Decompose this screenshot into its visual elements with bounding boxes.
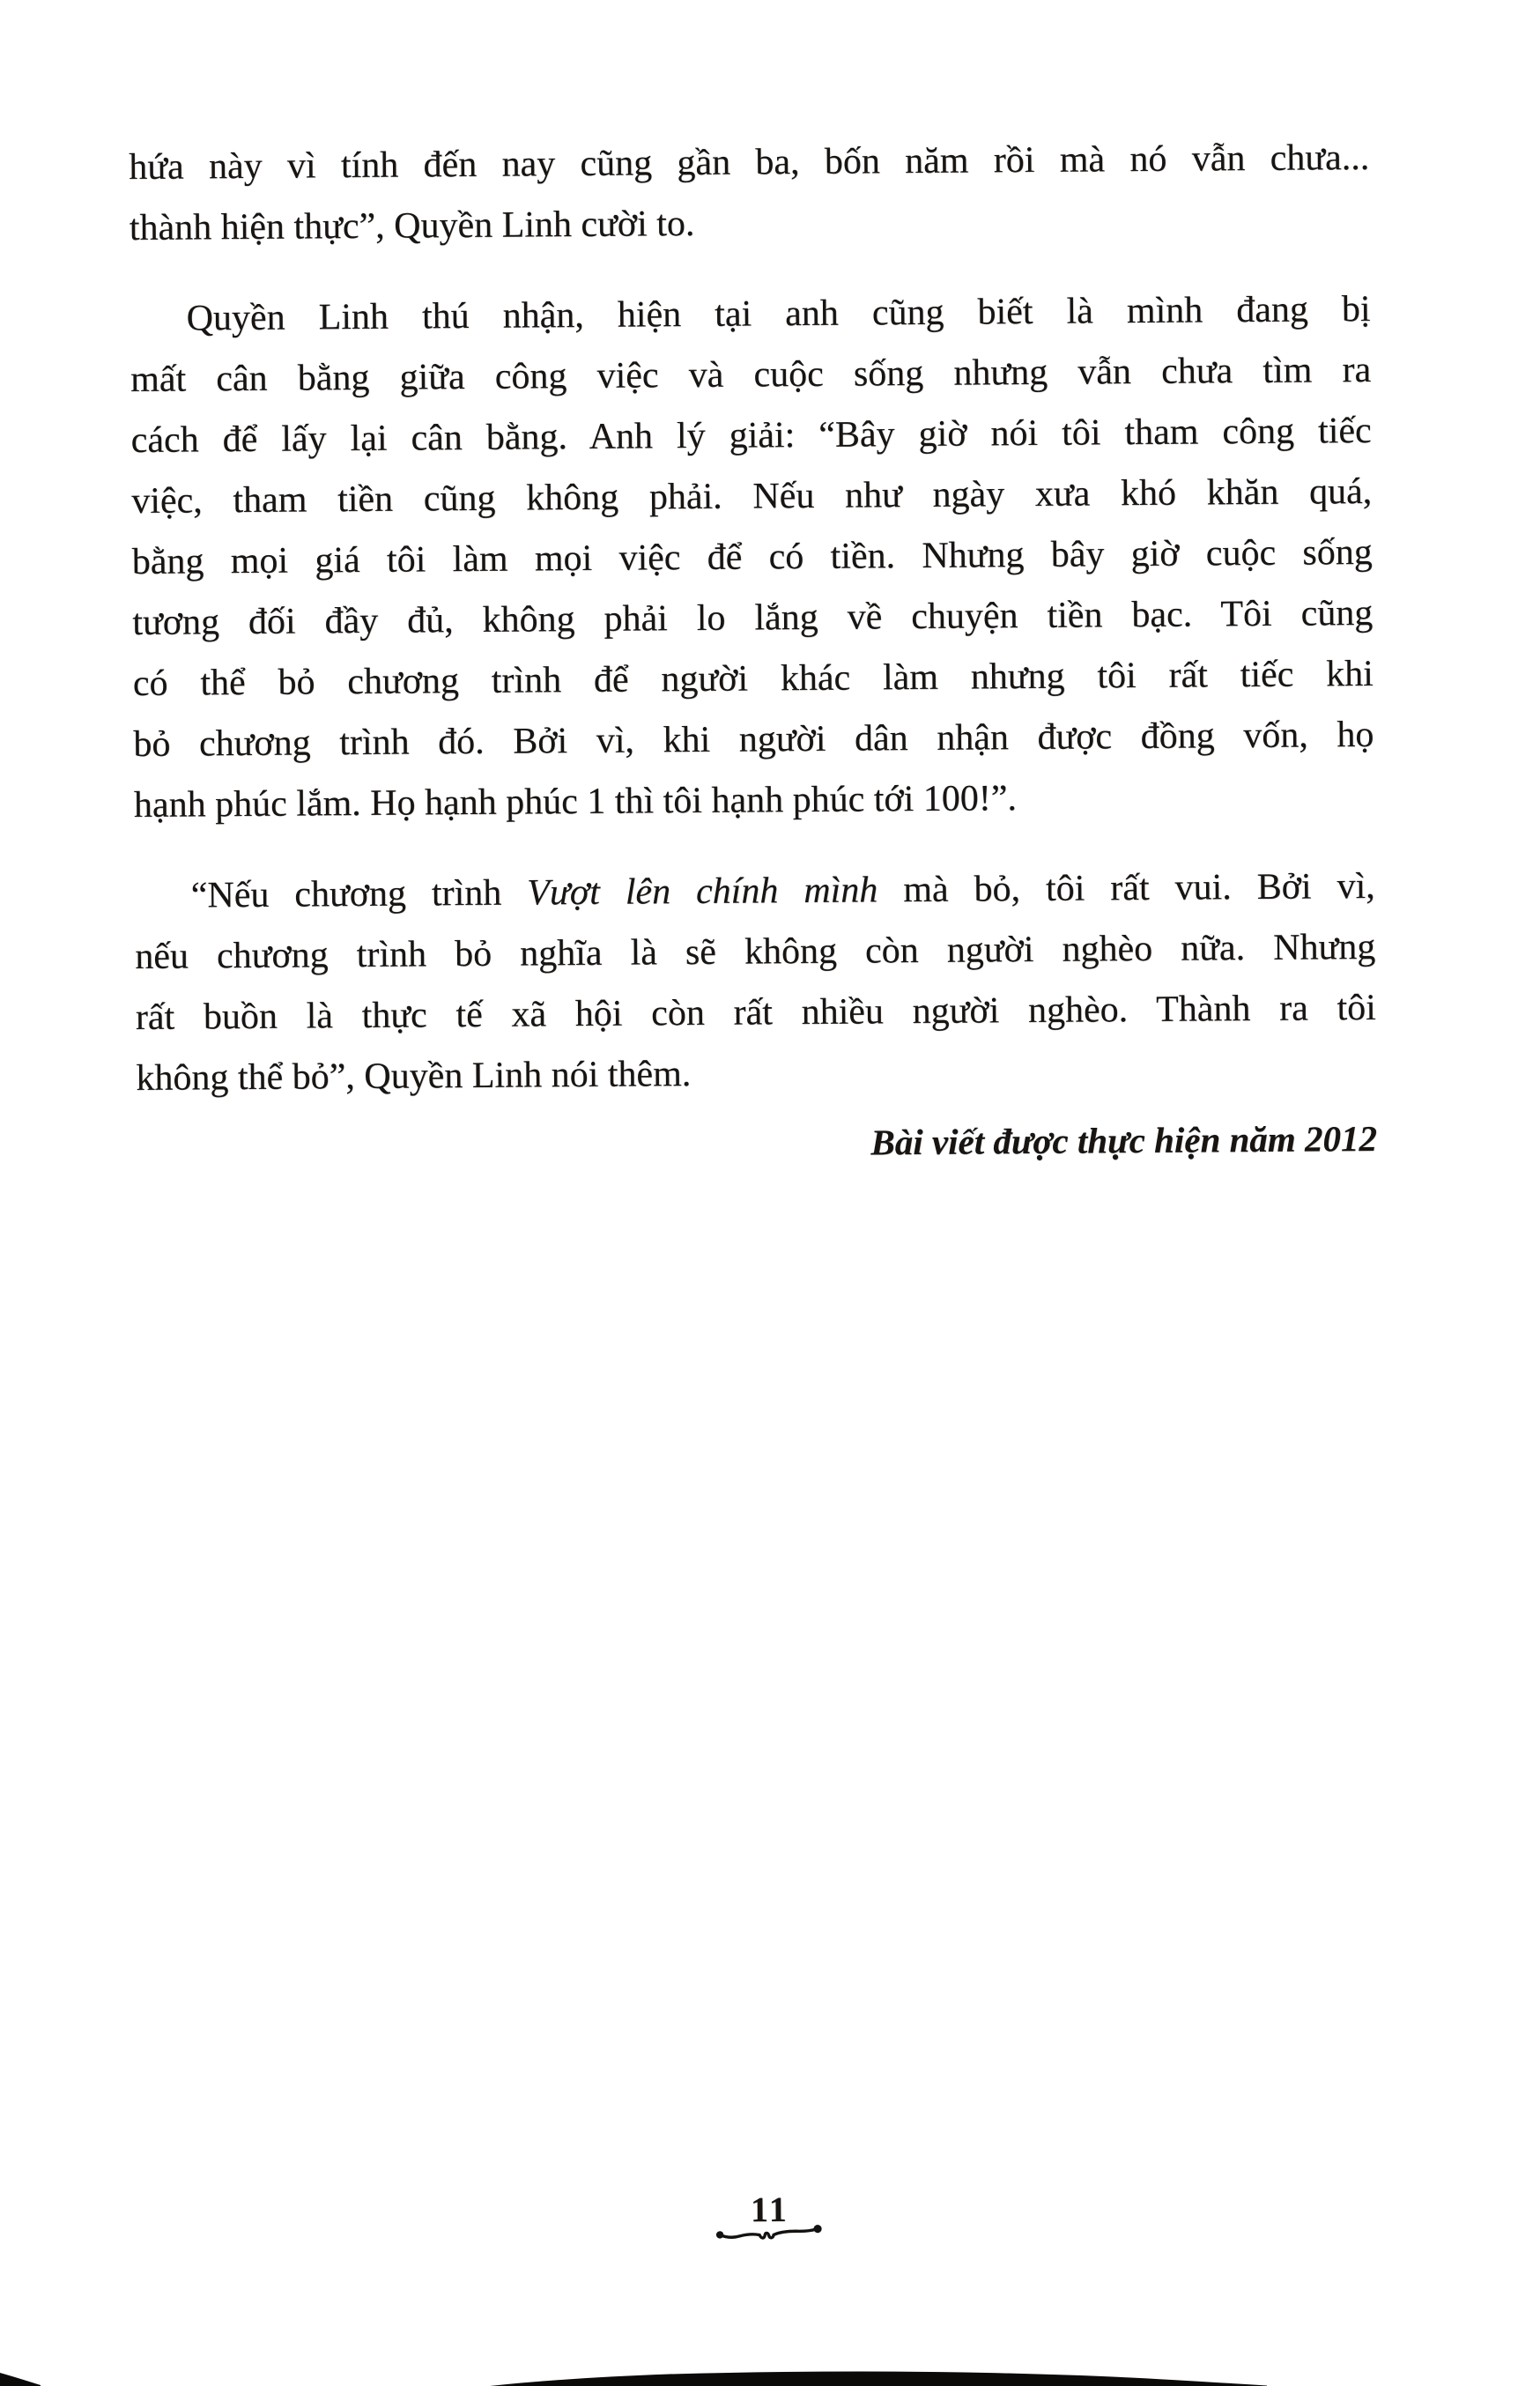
text-line: bỏ chương trình đó. Bởi vì, khi người dân nhận được đồng vốn, họ xyxy=(133,714,1374,765)
scan-artifact-corner xyxy=(0,2373,41,2386)
text-line: không thể bỏ”, Quyền Linh nói thêm. xyxy=(136,1054,692,1099)
text-line xyxy=(134,856,1374,927)
text-line: có thể bỏ chương trình để người khác làm nhưng tôi rất tiếc khi xyxy=(132,653,1374,704)
text-line: Quyền Linh thú nhận, hiện tại anh cũng biết là mình đang bị xyxy=(186,288,1371,339)
text-line: thành hiện thực”, Quyền Linh cười to. xyxy=(129,203,695,248)
article-attribution: Bài viết được thực hiện năm 2012 xyxy=(870,1117,1378,1163)
text-line: cách để lấy lại cân bằng. Anh lý giải: “Bây giờ nói tôi tham công tiếc xyxy=(130,410,1372,461)
paragraph-2 xyxy=(130,279,1374,836)
program-title-italic: Vượt lên chính mình xyxy=(527,870,878,914)
quote-continuation-text: mà bỏ, tôi rất vui. Bởi vì, xyxy=(877,865,1375,911)
page-footer xyxy=(0,2187,1540,2250)
text-line: việc, tham tiền cũng không phải. Nếu như ngày xưa khó khăn quá, xyxy=(131,471,1373,522)
page-number: 11 xyxy=(750,2189,789,2230)
text-line: hứa này vì tính đến nay cũng gần ba, bốn năm rồi mà nó vẫn chưa... xyxy=(129,137,1370,188)
text-line: tương đối đầy đủ, không phải lo lắng về chuyện tiền bạc. Tôi cũng xyxy=(132,592,1373,643)
text-line: hạnh phúc lắm. Họ hạnh phúc 1 thì tôi hạnh phúc tới 100!”. xyxy=(133,778,1018,826)
paragraph-3 xyxy=(134,856,1376,1109)
quote-open-text: “Nếu chương trình xyxy=(190,872,528,916)
text-line: rất buồn là thực tế xã hội còn rất nhiều người nghèo. Thành ra tôi xyxy=(135,987,1376,1038)
text-line: mất cân bằng giữa công việc và cuộc sống nhưng vẫn chưa tìm ra xyxy=(130,349,1372,400)
text-line: bằng mọi giá tôi làm mọi việc để có tiền. Nhưng bây giờ cuộc sống xyxy=(131,531,1373,582)
body-text xyxy=(129,128,1377,1179)
scan-artifact-band xyxy=(490,2372,1267,2386)
scan-artifact-bottom-edge xyxy=(0,2333,1540,2386)
text-line: nếu chương trình bỏ nghĩa là sẽ không còn người nghèo nữa. Nhưng xyxy=(135,926,1376,977)
paragraph-1 xyxy=(129,128,1370,259)
